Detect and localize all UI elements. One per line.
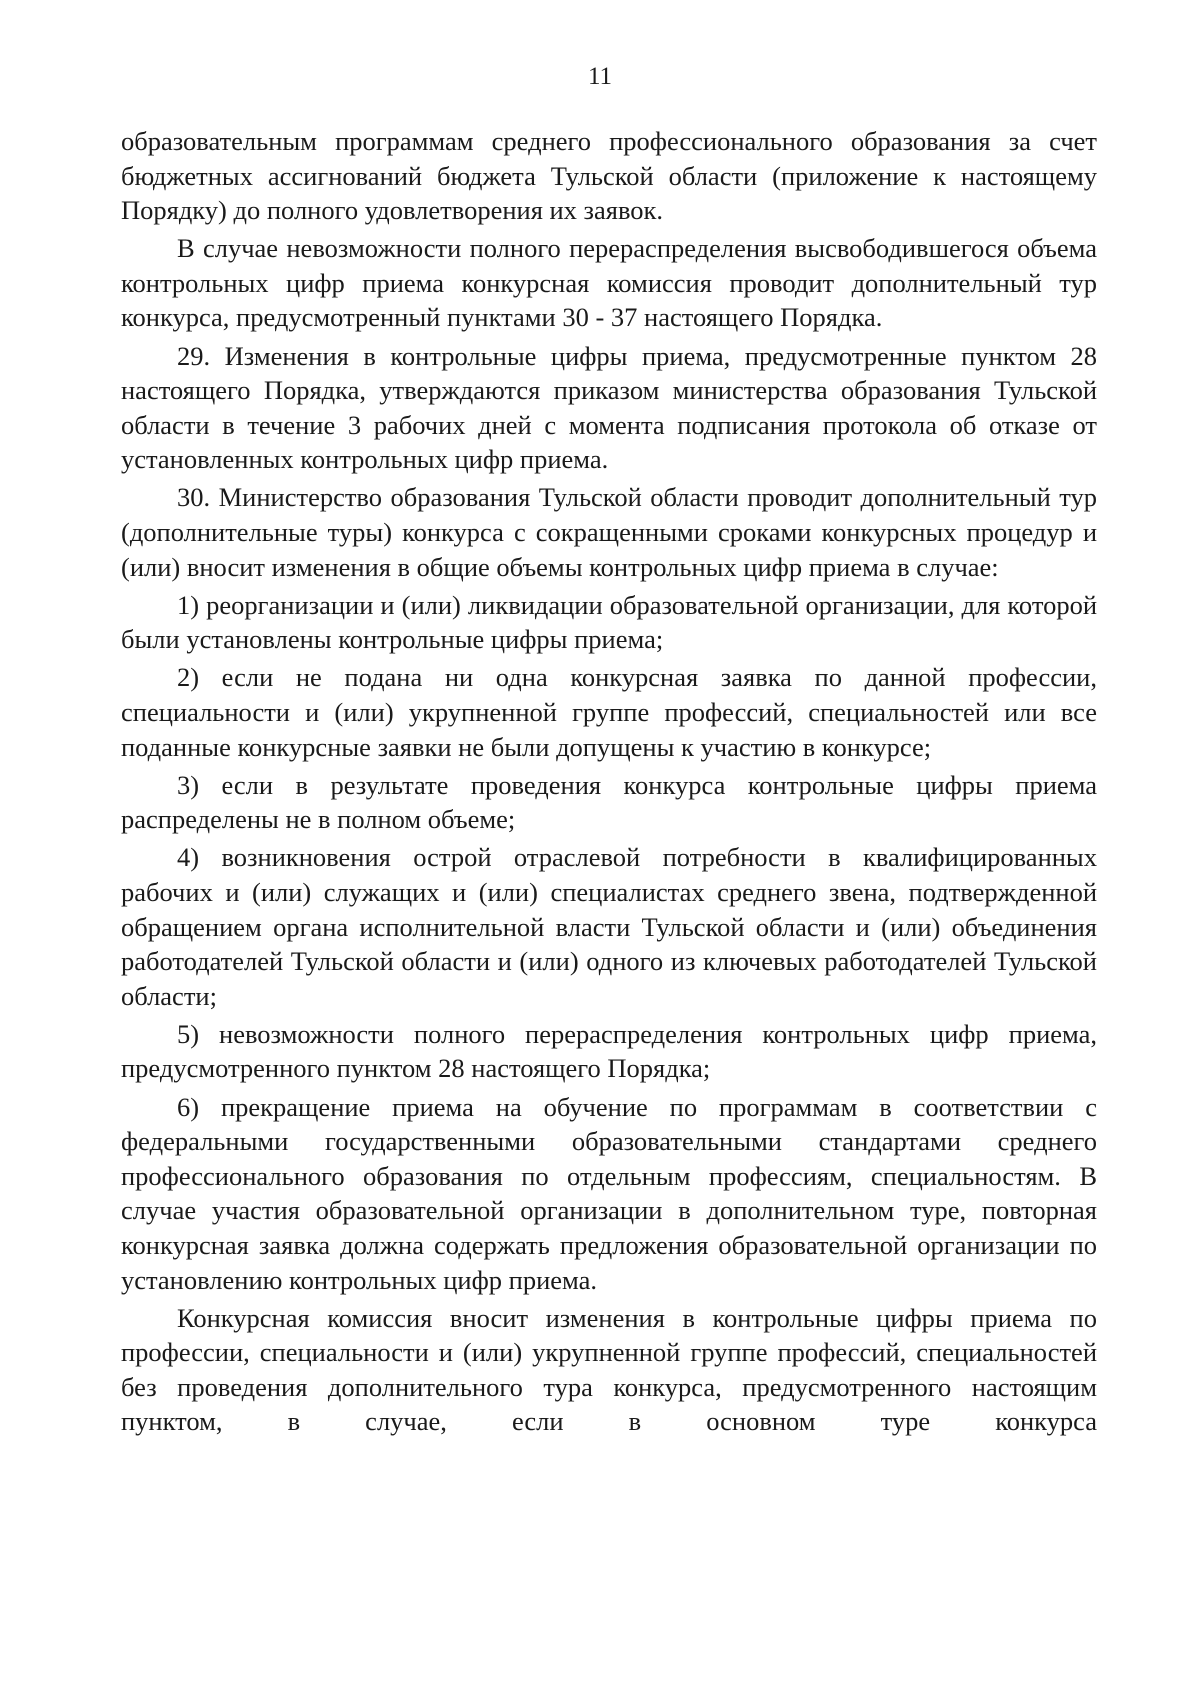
list-item-6: 6) прекращение приема на обучение по программам в соответствии с федеральными государственными образовательными стандартами среднего профессионального образования по отдельным профессиям, специальностям. В случае участия образовательной организации в дополнительном туре, повторная конкурсная заявка должна содержать предложения образовательной организации по установлению контрольных цифр приема.: [121, 1091, 1097, 1295]
list-item-2: 2) если не подана ни одна конкурсная заявка по данной профессии, специальности и (или) укрупненной группе профессий, специальностей или все поданные конкурсные заявки не были допущены к участию в конкурсе;: [121, 662, 1097, 762]
document-body: [121, 124, 1097, 1442]
paragraph-item-29: 29. Изменения в контрольные цифры приема, предусмотренные пунктом 28 настоящего Порядка, утверждаются приказом министерства образования Тульской области в течение 3 рабочих дней с момента подписания протокола об отказе от установленных контрольных цифр приема.: [121, 340, 1097, 475]
list-item-4: 4) возникновения острой отраслевой потребности в квалифицированных рабочих и (или) служащих и (или) специалистах среднего звена, подтвержденной обращением органа исполнительной власти Тульской области и (или) объединения работодателей Тульской области и (или) одного из ключевых работодателей Тульской области;: [121, 842, 1097, 1011]
paragraph-item-30: 30. Министерство образования Тульской области проводит дополнительный тур (дополнительные туры) конкурса с сокращенными сроками конкурсных процедур и (или) вносит изменения в общие объемы контрольных цифр приема в случае:: [121, 482, 1097, 582]
paragraph-continuation: образовательным программам среднего профессионального образования за счет бюджетных ассигнований бюджета Тульской области (приложение к настоящему Порядку) до полного удовлетворения их заявок.: [121, 126, 1097, 226]
list-item-5: 5) невозможности полного перераспределения контрольных цифр приема, предусмотренного пунктом 28 настоящего Порядка;: [121, 1018, 1097, 1084]
list-item-3: 3) если в результате проведения конкурса контрольные цифры приема распределены не в полном объеме;: [121, 769, 1097, 835]
paragraph-redistribution: В случае невозможности полного перераспределения высвободившегося объема контрольных цифр приема конкурсная комиссия проводит дополнительный тур конкурса, предусмотренный пунктами 30 - 37 настоящего Порядка.: [121, 233, 1097, 333]
paragraph-commission: Конкурсная комиссия вносит изменения в контрольные цифры приема по профессии, специальности и (или) укрупненной группе профессий, специальностей без проведения дополнительного тура конкурса, предусмотренного настоящим пунктом, в случае, если в основном туре конкурса: [121, 1302, 1097, 1437]
list-item-1: 1) реорганизации и (или) ликвидации образовательной организации, для которой были установлены контрольные цифры приема;: [121, 589, 1097, 655]
page-number: 11: [587, 63, 613, 90]
